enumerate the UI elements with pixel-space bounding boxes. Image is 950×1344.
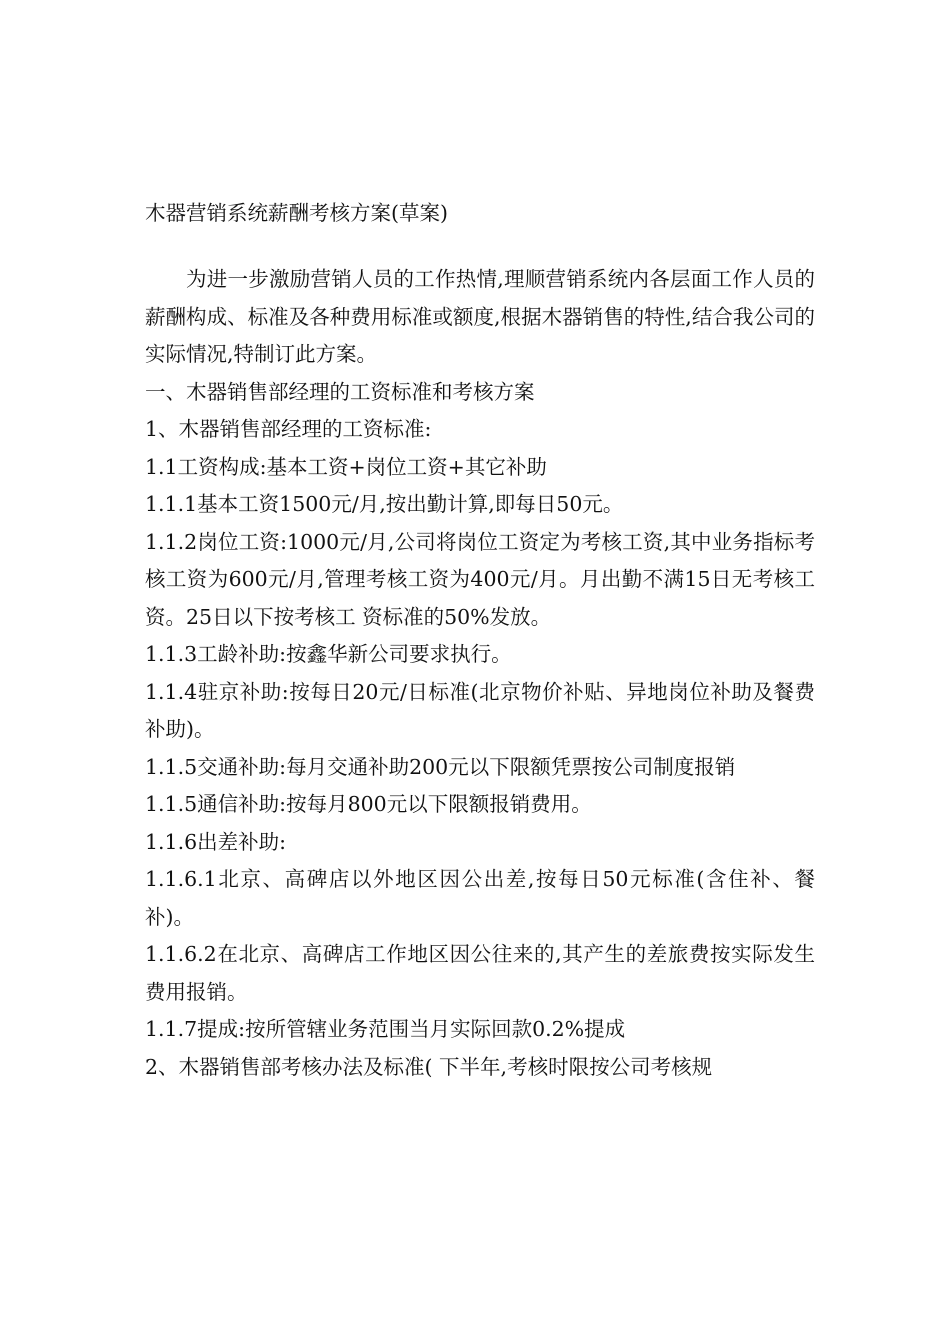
clause-1-1-6: 1.1.6出差补助:: [145, 829, 287, 854]
intro-paragraph: 为进一步激励营销人员的工作热情,理顺营销系统内各层面工作人员的薪酬构成、标准及各种费用标准或额度,根据木器销售的特性,结合我公司的实际情况,特制订此方案。: [145, 267, 815, 366]
subsection-heading-1: 1、木器销售部经理的工资标准:: [145, 417, 432, 441]
clause-1-1-3: 1.1.3工龄补助:按鑫华新公司要求执行。: [145, 642, 512, 666]
document-text: [145, 261, 815, 1086]
clause-1-1-5-transport: 1.1.5交通补助:每月交通补助200元以下限额凭票按公司制度报销: [145, 754, 736, 779]
subsection-heading-2: 2、木器销售部考核办法及标准( 下半年,考核时限按公司考核规: [145, 1054, 713, 1079]
clause-1-1-6-2: 1.1.6.2在北京、高碑店工作地区因公往来的,其产生的差旅费按实际发生费用报销。: [145, 942, 815, 1004]
clause-1-1-4: 1.1.4驻京补助:按每日20元/日标准(北京物价补贴、异地岗位补助及餐费补助)。: [145, 679, 815, 741]
document-title: 木器营销系统薪酬考核方案(草案): [145, 201, 448, 225]
clause-1-1-7: 1.1.7提成:按所管辖业务范围当月实际回款0.2%提成: [145, 1017, 626, 1041]
clause-1-1-2: 1.1.2岗位工资:1000元/月,公司将岗位工资定为考核工资,其中业务指标考核工资为600元/月,管理考核工资为400元/月。月出勤不满15日无考核工资。25日以下按考核工 资标准的50%发放。: [145, 529, 815, 629]
clause-1-1-5-telecom: 1.1.5通信补助:按每月800元以下限额报销费用。: [145, 792, 592, 816]
clause-1-1: 1.1工资构成:基本工资+岗位工资+其它补助: [145, 454, 547, 479]
clause-1-1-6-1: 1.1.6.1北京、高碑店以外地区因公出差,按每日50元标准(含住补、餐补)。: [145, 867, 815, 929]
section-heading-1: 一、木器销售部经理的工资标准和考核方案: [145, 379, 535, 404]
clause-1-1-1: 1.1.1基本工资1500元/月,按出勤计算,即每日50元。: [145, 492, 624, 516]
